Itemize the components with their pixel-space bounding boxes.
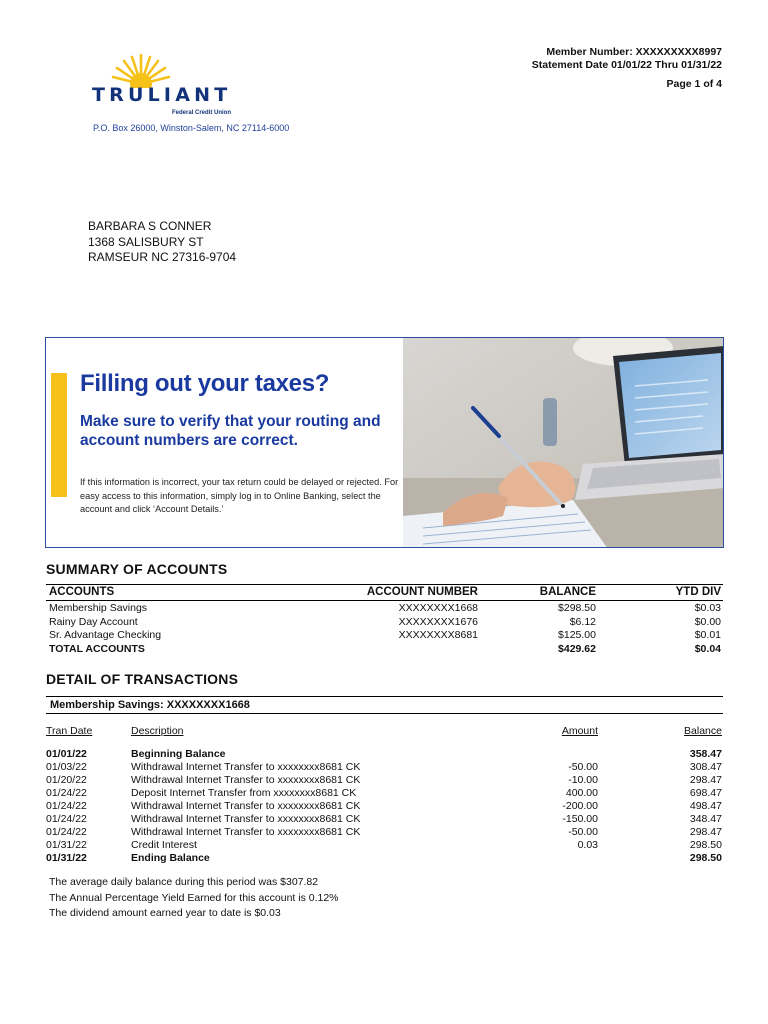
txn-description: Withdrawal Internet Transfer to xxxxxxxx8681 CK	[131, 800, 361, 812]
txn-tran-date: 01/31/22	[46, 852, 87, 864]
note-dividend: The dividend amount earned year to date is $0.03	[49, 907, 281, 919]
header-tran-date: Tran Date	[46, 725, 93, 737]
txn-amount: 0.03	[577, 839, 598, 851]
table-row	[46, 787, 723, 800]
member-name: BARBARA S CONNER	[88, 219, 212, 233]
txn-balance: 298.50	[689, 852, 722, 864]
table-row	[46, 839, 723, 852]
summary-title: SUMMARY OF ACCOUNTS	[46, 561, 228, 577]
account-number: XXXXXXXX1676	[398, 615, 478, 628]
txn-balance: 298.47	[689, 774, 722, 786]
mailing-address	[88, 219, 236, 266]
account-number: XXXXXXXX8681	[398, 629, 478, 641]
truliant-logo	[92, 52, 242, 118]
txn-balance: 298.50	[689, 839, 722, 851]
txn-balance: 348.47	[689, 813, 722, 825]
account-section-header: Membership Savings: XXXXXXXX1668	[46, 696, 723, 714]
txn-tran-date: 01/24/22	[46, 787, 87, 799]
total-row	[46, 642, 723, 656]
logo-wordmark: TRULIANT	[92, 84, 232, 106]
banner-subheadline: Make sure to verify that your routing and account numbers are correct.	[80, 413, 381, 449]
table-row	[46, 748, 723, 761]
total-balance: $429.62	[558, 642, 596, 655]
txn-tran-date: 01/31/22	[46, 839, 87, 851]
note-apy: The Annual Percentage Yield Earned for this account is 0.12%	[49, 891, 339, 904]
banner-headline: Filling out your taxes?	[80, 370, 330, 397]
statement-header	[532, 46, 722, 91]
hand-writing-laptop-photo	[403, 338, 724, 548]
tax-promo-banner	[45, 337, 724, 548]
account-number: XXXXXXXX1668	[398, 602, 478, 614]
header-balance: Balance	[684, 725, 722, 737]
account-balance: $298.50	[558, 602, 596, 614]
table-row	[46, 813, 723, 826]
txn-description: Credit Interest	[131, 839, 197, 851]
txn-description: Beginning Balance	[131, 748, 226, 760]
credit-union-address: P.O. Box 26000, Winston-Salem, NC 27114-6000	[93, 123, 290, 133]
txn-description: Withdrawal Internet Transfer to xxxxxxxx8681 CK	[131, 761, 361, 773]
txn-balance: 298.47	[689, 826, 722, 838]
txn-balance: 308.47	[689, 761, 722, 773]
txn-description: Deposit Internet Transfer from xxxxxxxx8681 CK	[131, 787, 357, 799]
banner-accent-bar	[51, 373, 67, 497]
statement-date: Statement Date 01/01/22 Thru 01/31/22	[531, 58, 722, 71]
txn-amount: -50.00	[568, 761, 598, 773]
txn-amount: 400.00	[565, 787, 598, 799]
txn-tran-date: 01/24/22	[46, 800, 87, 812]
txn-tran-date: 01/24/22	[46, 826, 87, 838]
note-average-balance: The average daily balance during this period was $307.82	[49, 876, 319, 888]
txn-amount: -150.00	[562, 813, 598, 825]
table-row	[46, 826, 723, 839]
total-ytd-div: $0.04	[694, 642, 721, 655]
transactions-rows	[46, 748, 723, 865]
account-balance: $125.00	[558, 629, 596, 641]
txn-balance: 358.47	[689, 748, 722, 760]
account-balance: $6.12	[569, 615, 596, 628]
table-row	[46, 800, 723, 813]
page-number: Page 1 of 4	[666, 78, 722, 90]
header-balance: BALANCE	[539, 586, 596, 598]
transactions-header-row	[46, 724, 723, 748]
txn-tran-date: 01/24/22	[46, 813, 87, 825]
header-account-number: ACCOUNT NUMBER	[366, 586, 478, 598]
txn-description: Withdrawal Internet Transfer to xxxxxxxx8681 CK	[131, 826, 361, 838]
header-accounts: ACCOUNTS	[49, 586, 115, 598]
member-street: 1368 SALISBURY ST	[88, 234, 204, 249]
table-row	[46, 601, 723, 615]
logo-subtitle: Federal Credit Union	[172, 110, 232, 116]
txn-amount: -200.00	[562, 800, 598, 812]
transactions-table	[46, 724, 723, 865]
txn-tran-date: 01/03/22	[46, 761, 87, 773]
account-name: Rainy Day Account	[49, 615, 138, 628]
table-row	[46, 761, 723, 774]
account-notes	[49, 875, 339, 922]
txn-balance: 698.47	[689, 787, 722, 799]
account-name: Sr. Advantage Checking	[49, 629, 162, 641]
header-description: Description	[131, 725, 184, 737]
member-number: Member Number: XXXXXXXXX8997	[546, 46, 722, 58]
table-row	[46, 628, 723, 642]
total-label: TOTAL ACCOUNTS	[49, 642, 145, 655]
table-row	[46, 852, 723, 865]
txn-tran-date: 01/01/22	[46, 748, 87, 760]
sun-icon	[110, 52, 172, 88]
table-row	[46, 615, 723, 629]
summary-header-row	[46, 584, 723, 601]
header-ytd-div: YTD DIV	[675, 586, 721, 598]
txn-amount: -50.00	[568, 826, 598, 838]
summary-table	[46, 584, 723, 655]
member-city: RAMSEUR NC 27316-9704	[88, 250, 237, 264]
txn-description: Withdrawal Internet Transfer to xxxxxxxx8681 CK	[131, 813, 361, 825]
account-ytd-div: $0.03	[694, 602, 721, 614]
txn-amount: -10.00	[568, 774, 598, 786]
account-ytd-div: $0.00	[694, 615, 721, 628]
banner-body: If this information is incorrect, your tax return could be delayed or rejected. For easy access to this information, simply log in to Online Banking, select the account and click ‘Account Details.’	[80, 477, 399, 514]
txn-description: Withdrawal Internet Transfer to xxxxxxxx8681 CK	[131, 774, 361, 786]
txn-tran-date: 01/20/22	[46, 774, 87, 786]
detail-title: DETAIL OF TRANSACTIONS	[46, 671, 239, 687]
table-row	[46, 774, 723, 787]
header-amount: Amount	[561, 725, 598, 737]
account-ytd-div: $0.01	[694, 629, 721, 641]
txn-description: Ending Balance	[131, 852, 210, 864]
txn-balance: 498.47	[689, 800, 722, 812]
account-name: Membership Savings	[49, 602, 148, 614]
